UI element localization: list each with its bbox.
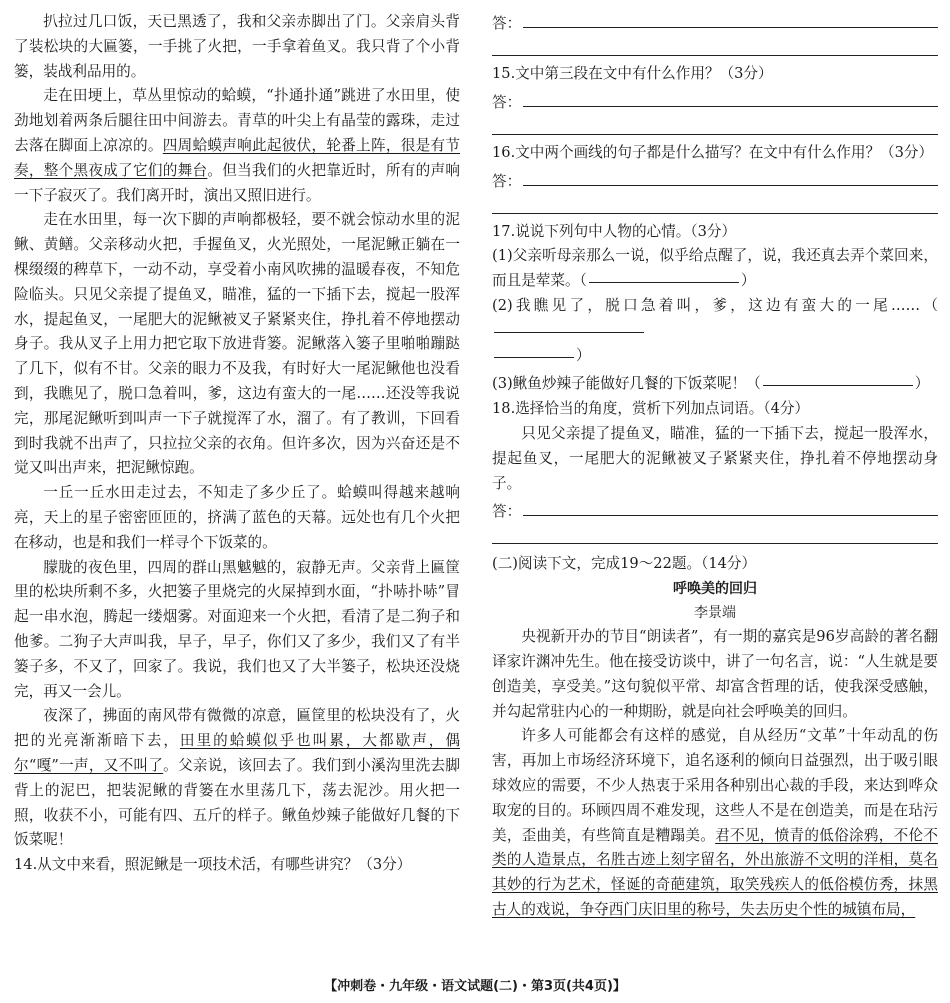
story-paragraph-3: 走在水田里，每一次下脚的声响都极轻，要不就会惊动水里的泥鳅、黄鳝。父亲移动火把，手握鱼叉，火光照处，一尾泥鳅正躺在一棵缀缀的稗草下，一动不动，享受着小南风吹拂的温暖春夜，不知危险临头。只见父亲提了提鱼叉，瞄准，猛的一下插下去，搅起一股浑水，提起鱼叉，一尾肥大的泥鳅被叉子紧紧夹住，挣扎着不停地摆动身子。我从叉子上用力把它取下放进背篓。泥鳅落入篓子里啪啪蹦跶了几下，似有不甘。父亲的眼力不及我，有时好大一尾泥鳅他也没看到，我瞧见了，脱口急着叫，爹，这边有蛮大的一尾……还没等我说完，那尾泥鳅听到叫声一下子就搅浑了水，溜了。有了教训，下回看到时我就不出声了，只拉拉父亲的衣角。但许多次，因为兴奋还是不觉又叫出声来，把泥鳅惊跑。: [14, 211, 460, 477]
answer-line-14[interactable]: [492, 8, 938, 33]
question-18: 18.选择恰当的角度，赏析下列加点词语。（4分）: [492, 400, 810, 418]
answer-label: 答：: [492, 503, 522, 521]
page-footer: 【冲刺卷・九年级・语文试题(二)・第3页(共4页)】: [324, 979, 626, 994]
question-18-excerpt: 只见父亲提了提鱼叉，瞄准，猛的一下插下去，搅起一股浑水，提起鱼叉，一尾肥大的泥鳅被叉子紧紧夹住，挣扎着不停地摆动身子。: [492, 424, 938, 492]
answer-rule: [492, 134, 938, 135]
answer-rule: [492, 213, 938, 214]
left-column: [14, 10, 460, 878]
underlined-sentence-2: 田里的蛤蟆似乎也叫累，大都歇声，偶尔“嘎”一声，又不叫了: [14, 732, 460, 774]
question-17-item-3: (3)鳅鱼炒辣子能做好几餐的下饭菜呢！（ ）: [492, 375, 930, 393]
question-14: 14.从文中来看，照泥鳅是一项技术活，有哪些讲究？（3分）: [14, 856, 412, 874]
right-column: [492, 8, 938, 923]
answer-line-16[interactable]: [492, 166, 938, 191]
answer-blank[interactable]: [763, 384, 913, 386]
answer-blank[interactable]: [589, 281, 739, 283]
story-paragraph-2: 走在田埂上，草丛里惊动的蛤蟆，“扑通扑通”跳进了水田里，使劲地划着两条后腿往田中间游去。青草的叶尖上有晶莹的露珠，走过去落在脚面上凉凉的。四周蛤蟆声响此起彼伏，轮番上阵，很是有节奏，整个黑夜成了它们的舞台。但当我们的火把靠近时，所有的声响一下子寂灭了。我们离开时，演出又照旧进行。: [14, 87, 460, 204]
article-title: 呼唤美的回归: [673, 581, 757, 598]
story-paragraph-4: 一丘一丘水田走过去，不知走了多少丘了。蛤蟆叫得越来越响亮，天上的星子密密匝匝的，挤满了蓝色的天幕。远处也有几个火把在移动，也是和我们一样寻个下饭菜的。: [14, 484, 460, 551]
underlined-sentence-1: 四周蛤蟆声响此起彼伏，轮番上阵，很是有节奏，整个黑夜成了它们的舞台: [14, 136, 460, 179]
question-17-item-1: (1)父亲听母亲那么一说，似乎给点醒了，说，我还真去弄个菜回来，而且是荤菜。（ ）: [492, 247, 938, 290]
story-paragraph-1: 扒拉过几口饭，天已黑透了，我和父亲赤脚出了门。父亲肩头背了装松块的大匾篓，一手挑了火把，一手拿着鱼叉。我只背了个小背篓，装战利品用的。: [14, 13, 460, 80]
answer-line-18[interactable]: [492, 496, 938, 521]
question-17-item-2: (2)我瞧见了，脱口急着叫，爹，这边有蛮大的一尾……（ ）: [492, 296, 938, 364]
answer-blank[interactable]: [494, 356, 574, 358]
story-paragraph-6: 夜深了，拂面的南风带有微微的凉意，匾筐里的松块没有了，火把的光亮渐渐暗下去，田里的蛤蟆似乎也叫累，大都歇声，偶尔“嘎”一声，又不叫了。父亲说，该回去了。我们到小溪沟里洗去脚背上的泥巴，把装泥鳅的背篓在水里荡几下，荡去泥沙。用火把一照，收获不小，可能有四、五斤的样子。鳅鱼炒辣子能做好几餐的下饭菜呢！: [14, 707, 460, 849]
article-paragraph-1: 央视新开办的节目“朗读者”，有一期的嘉宾是96岁高龄的著名翻译家许渊冲先生。他在接受访谈中，讲了一句名言，说：“人生就是要创造美，享受美。”这句貌似平常、却富含哲理的话，使我深受感触，并勾起常驻内心的一种期盼，就是向社会呼唤美的回归。: [492, 628, 938, 720]
story-paragraph-5: 朦胧的夜色里，四周的群山黑魆魆的，寂静无声。父亲背上匾筐里的松块所剩不多，火把篓子里烧完的火屎掉到水面，“扑哧扑哧”冒起一串水泡，腾起一缕烟雾。对面迎来一个火把，看清了是二狗子和他爹。二狗子大声叫我，早子，早子，你们又了多少，我们又了有半篓子多，不又了，回家了。我说，我们也又了大半篓子，松块还没烧完，再又一会儿。: [14, 558, 460, 700]
answer-label: 答：: [492, 15, 522, 32]
answer-line-15[interactable]: [492, 87, 938, 112]
answer-rule: [492, 55, 938, 56]
answer-label: 答：: [492, 172, 522, 190]
section-2-heading: (二)阅读下文，完成19～22题。（14分）: [492, 555, 757, 573]
answer-blank[interactable]: [494, 331, 644, 333]
article-author: 李景端: [694, 605, 736, 622]
question-15: 15.文中第三段在文中有什么作用？（3分）: [492, 65, 773, 82]
question-17: 17.说说下列句中人物的心情。（3分）: [492, 222, 737, 240]
underlined-sentence-3: 君不见，愤青的低俗涂鸦，不伦不类的人造景点，名胜古迹上刻字留名，外出旅游不文明的洋相，莫名其妙的行为艺术，怪诞的奇葩建筑，取笑残疾人的低俗模仿秀，抹黑古人的戏说，争夺西门庆旧里的称号，失去历史个性的城镇布局，: [492, 826, 938, 918]
article-paragraph-2: 许多人可能都会有这样的感觉，自从经历“文革”十年动乱的伤害，再加上市场经济环境下，追名逐利的倾向日益强烈，出于吸引眼球效应的需要，不少人热衷于采用各种别出心裁的手段，来达到哗众取宠的目的。环顾四周不难发现，这些人不是在创造美，而是在玷污美，歪曲美，有些简直是糟蹋美。君不见，愤青的低俗涂鸦，不伦不类的人造景点，名胜古迹上刻字留名，外出旅游不文明的洋相，莫名其妙的行为艺术，怪诞的奇葩建筑，取笑残疾人的低俗模仿秀，抹黑古人的戏说，争夺西门庆旧里的称号，失去历史个性的城镇布局，: [492, 727, 938, 918]
answer-label: 答：: [492, 93, 522, 111]
question-16: 16.文中两个画线的句子都是什么描写？在文中有什么作用？（3分）: [492, 143, 934, 161]
answer-rule: [492, 543, 938, 544]
